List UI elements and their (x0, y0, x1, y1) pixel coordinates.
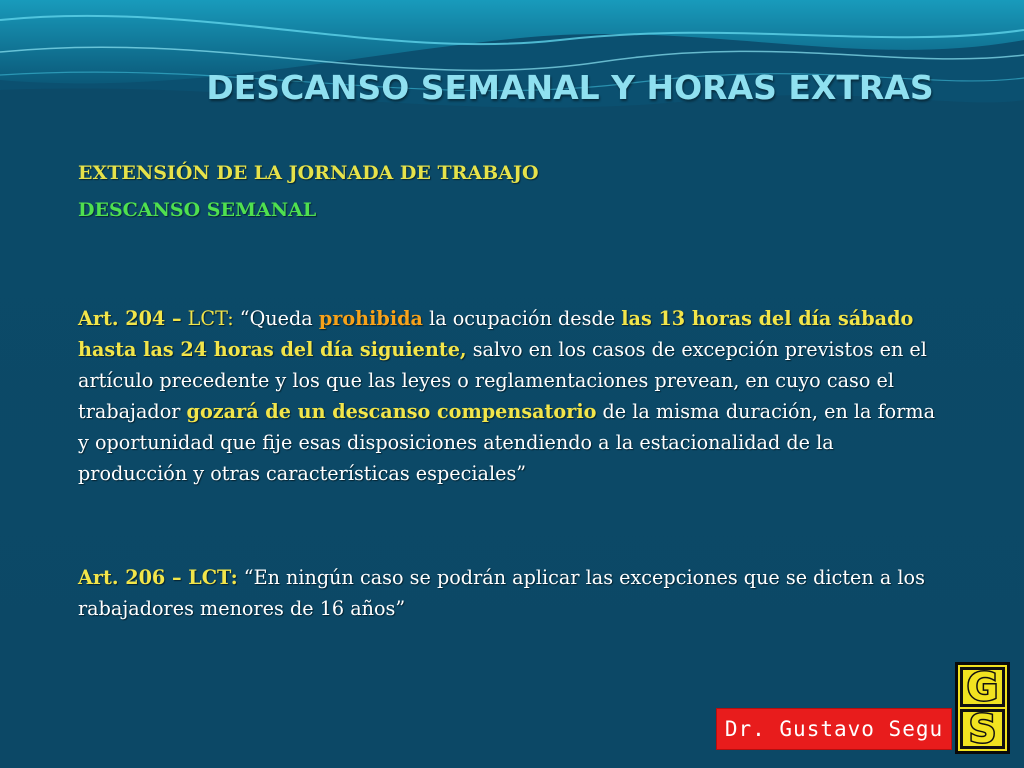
logo-letter-box-g (960, 667, 1005, 707)
art-204-text-3: salvo en los casos de excepción previstos en el artículo precedente y los que las leyes o reglamentaciones prevean, en cuyo caso el trabajador (78, 338, 927, 423)
art-204-text-1: “Queda (233, 307, 319, 330)
paragraph-art-206 (78, 562, 938, 624)
art-204-lct: LCT: (187, 307, 234, 330)
slide-title: DESCANSO SEMANAL Y HORAS EXTRAS (206, 68, 934, 107)
gs-logo (955, 662, 1010, 754)
art-204-highlight-horas: las 13 horas del día sábado hasta las 24 horas del día siguiente, (78, 307, 914, 361)
paragraph-art-204 (78, 303, 938, 489)
signature-badge: Dr. Gustavo Segu (716, 708, 952, 750)
logo-letter-box-s (960, 709, 1005, 749)
logo-letter-s: S (968, 707, 997, 751)
art-204-highlight-prohibida: prohibida (318, 307, 423, 330)
art-206-label: Art. 206 – LCT: (78, 566, 238, 589)
art-204-label: Art. 204 – (78, 307, 182, 330)
subtitle-extension: EXTENSIÓN DE LA JORNADA DE TRABAJO (78, 162, 539, 184)
art-204-highlight-descanso: gozará de un descanso compensatorio (186, 400, 597, 423)
logo-letter-g: G (966, 665, 999, 709)
art-206-text: “En ningún caso se podrán aplicar las excepciones que se dicten a los rabajadores menores de 16 años” (78, 566, 925, 620)
art-204-text-2: la ocupación desde (422, 307, 622, 330)
art-204-text-4: de la misma duración, en la forma y oportunidad que fije esas disposiciones atendiendo a la estacionalidad de la producción y otras características especiales” (78, 400, 936, 485)
subtitle-descanso: DESCANSO SEMANAL (78, 199, 317, 221)
